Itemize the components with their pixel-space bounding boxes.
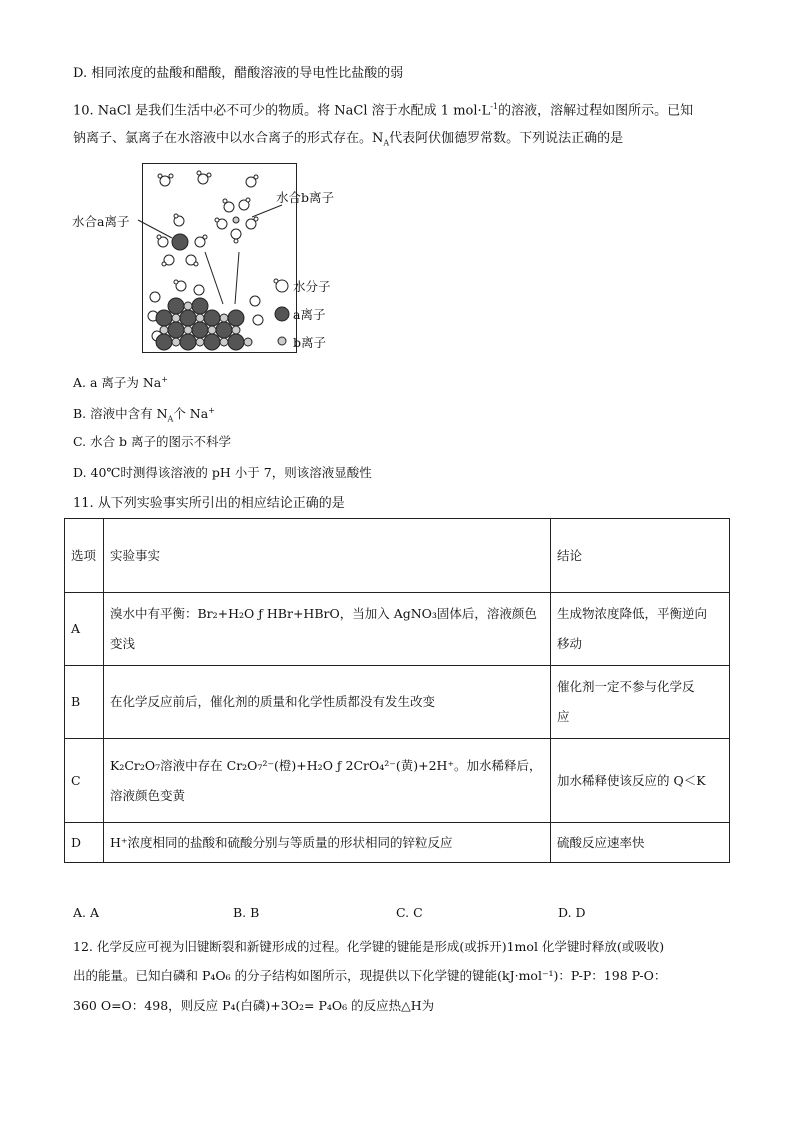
legend-a-ion: a离子 <box>293 307 326 322</box>
row-option: A <box>65 593 104 666</box>
legend-icons <box>272 278 294 354</box>
q12-line3: 360 O=O：498，则反应 P₄(白磷)+3O₂= P₄O₆ 的反应热△H为 <box>73 998 435 1013</box>
q10-line2-sub: A <box>383 138 390 148</box>
table-header-row <box>65 519 730 593</box>
q10-line1-text: 10. NaCl 是我们生活中必不可少的物质。将 NaCl 溶于水配成 1 mol·L <box>73 103 491 119</box>
legend-water: 水分子 <box>293 279 331 294</box>
fact-line: 溴水中有平衡：Br₂+H₂O ƒ HBr+HBrO，当加入 AgNO₃固体后，溶液颜色 <box>110 606 537 621</box>
header-fact: 实验事实 <box>104 519 551 593</box>
row-fact: 在化学反应前后，催化剂的质量和化学性质都没有发生改变 <box>104 666 551 739</box>
label-hydrated-b: 水合b离子 <box>276 190 335 205</box>
q12-line1: 12. 化学反应可视为旧键断裂和新键形成的过程。化学键的键能是形成(或拆开)1mol 化学键时释放(或吸收) <box>73 939 665 954</box>
row-conclusion <box>551 666 730 739</box>
q10-a-text: A. a 离子为 Na <box>73 375 162 391</box>
row-option: B <box>65 666 104 739</box>
q11-answer-d: D. D <box>558 905 586 920</box>
conclusion-line: 应 <box>557 709 570 724</box>
row-fact: H⁺浓度相同的盐酸和硫酸分别与等质量的形状相同的锌粒反应 <box>104 823 551 863</box>
q10-line2-tail: 代表阿伏伽德罗常数。下列说法正确的是 <box>389 131 624 146</box>
fact-line: 溶液颜色变黄 <box>110 787 186 803</box>
table-row <box>65 739 730 823</box>
figure-leader-lines <box>0 0 794 400</box>
header-conclusion: 结论 <box>551 519 730 593</box>
q12-line2: 出的能量。已知白磷和 P₄O₆ 的分子结构如图所示，现提供以下化学键的键能(kJ·mol⁻¹)：P-P：198 P-O： <box>73 968 667 983</box>
q10-line1-tail: 的溶液，溶解过程如图所示。已知 <box>498 103 694 119</box>
q10-option-c: C. 水合 b 离子的图示不科学 <box>73 434 232 449</box>
row-fact <box>104 739 551 823</box>
q10-b-text: B. 溶液中含有 N <box>73 406 168 422</box>
q10-line2-text: 钠离子、氯离子在水溶液中以水合离子的形式存在。N <box>73 131 384 146</box>
table-row <box>65 593 730 666</box>
row-conclusion: 硫酸反应速率快 <box>551 823 730 863</box>
fact-line: 变浅 <box>110 636 136 651</box>
legend-b-ion: b离子 <box>293 335 327 350</box>
q10-line1-sup: -1 <box>490 102 499 111</box>
row-option: D <box>65 823 104 863</box>
q10-a-sup: + <box>161 375 168 384</box>
q11-answer-b: B. B <box>233 905 260 920</box>
q11-stem: 11. 从下列实验事实所引出的相应结论正确的是 <box>73 496 345 511</box>
q11-answer-a: A. A <box>73 905 100 920</box>
q11-answer-c: C. C <box>396 905 423 920</box>
row-fact <box>104 593 551 666</box>
conclusion-line: 催化剂一定不参与化学反 <box>557 679 695 694</box>
prev-option-d: D. 相同浓度的盐酸和醋酸，醋酸溶液的导电性比盐酸的弱 <box>73 66 404 81</box>
q10-b-mid: 个 Na <box>173 406 209 422</box>
q11-table <box>64 518 730 863</box>
q10-option-b <box>73 402 215 429</box>
conclusion-line: 移动 <box>557 636 583 651</box>
q10-b-sup: + <box>208 406 215 415</box>
label-hydrated-a: 水合a离子 <box>72 214 130 229</box>
q10-option-a <box>73 371 168 392</box>
q10-option-d: D. 40℃时测得该溶液的 pH 小于 7，则该溶液显酸性 <box>73 465 372 480</box>
fact-line: K₂Cr₂O₇溶液中存在 Cr₂O₇²⁻(橙)+H₂O ƒ 2CrO₄²⁻(黄)+2H⁺。加水稀释后， <box>110 757 542 773</box>
q10-b-sub: A <box>167 414 174 424</box>
row-conclusion <box>551 593 730 666</box>
conclusion-line: 生成物浓度降低，平衡逆向 <box>557 606 708 621</box>
row-option: C <box>65 739 104 823</box>
row-conclusion: 加水稀释使该反应的 Q＜K <box>551 739 730 823</box>
table-row <box>65 823 730 863</box>
table-row <box>65 666 730 739</box>
header-option: 选项 <box>65 519 104 593</box>
